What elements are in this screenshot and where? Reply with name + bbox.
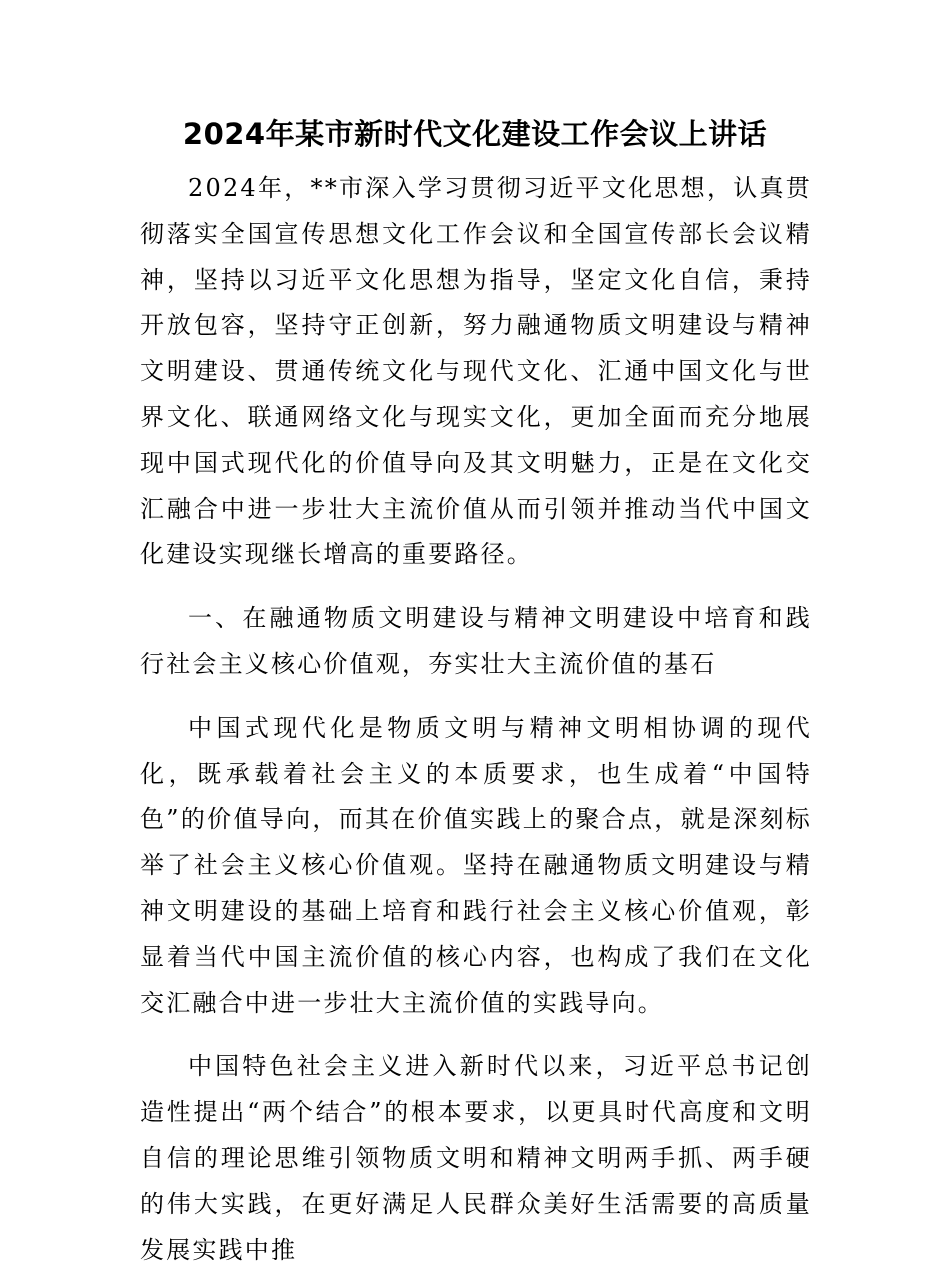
paragraph-section-1-a: 中国式现代化是物质文明与精神文明相协调的现代化，既承载着社会主义的本质要求，也生成着“中国特色”的价值导向，而其在价值实践上的聚合点，就是深刻标举了社会主义核心价值观。坚持在融通物质文明建设与精神文明建设的基础上培育和践行社会主义核心价值观，彰显着当代中国主流价值的核心内容，也构成了我们在文化交汇融合中进一步壮大主流价值的实践导向。 [140, 713, 812, 1017]
paragraph-section-1-b: 中国特色社会主义进入新时代以来，习近平总书记创造性提出“两个结合”的根本要求，以更具时代高度和文明自信的理论思维引领物质文明和精神文明两手抓、两手硬的伟大实践，在更好满足人民群众美好生活需要的高质量发展实践中推 [140, 1052, 812, 1264]
document-body [140, 166, 812, 1273]
document-title: 2024年某市新时代文化建设工作会议上讲话 [182, 117, 768, 151]
section-heading-1: 一、在融通物质文明建设与精神文明建设中培育和践行社会主义核心价值观，夯实壮大主流价值的基石 [140, 604, 812, 678]
paragraph-intro: 2024年，**市深入学习贯彻习近平文化思想，认真贯彻落实全国宣传思想文化工作会议和全国宣传部长会议精神，坚持以习近平文化思想为指导，坚定文化自信，秉持开放包容，坚持守正创新，努力融通物质文明建设与精神文明建设、贯通传统文化与现代文化、汇通中国文化与世界文化、联通网络文化与现实文化，更加全面而充分地展现中国式现代化的价值导向及其文明魅力，正是在文化交汇融合中进一步壮大主流价值从而引领并推动当代中国文化建设实现继长增高的重要路径。 [140, 174, 812, 569]
